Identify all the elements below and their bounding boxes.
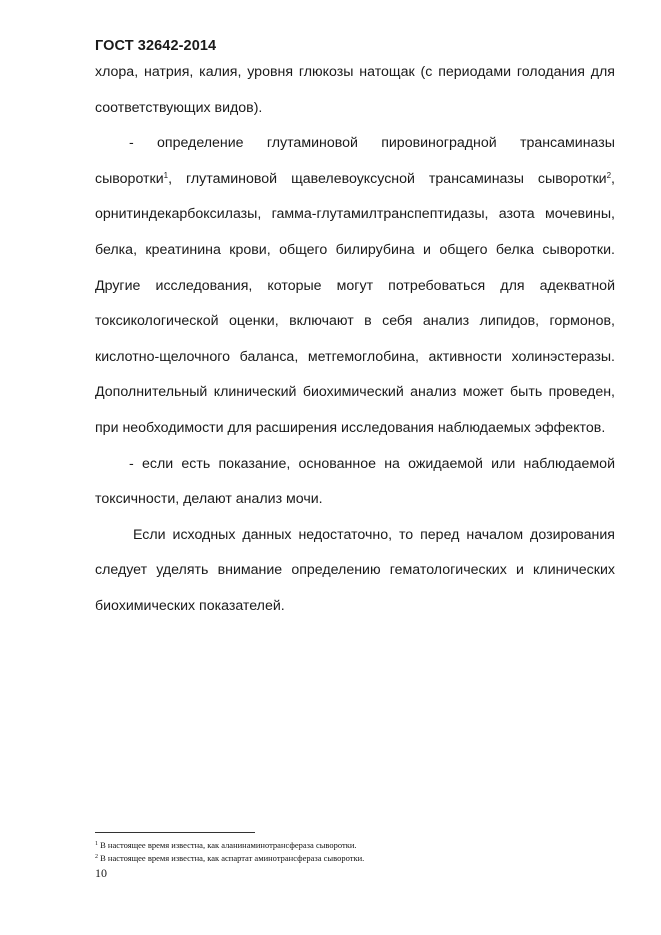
footnote-2-number: 2 xyxy=(95,854,98,860)
document-header: ГОСТ 32642-2014 xyxy=(95,38,217,54)
footnote-separator xyxy=(95,832,255,833)
footnote-1 xyxy=(95,839,364,852)
paragraph-4: Если исходных данных недостаточно, то перед началом дозирования следует уделять внимание определению гематологических и клинических биохимических показателей. xyxy=(95,526,615,614)
page-number: 10 xyxy=(95,866,107,880)
footnote-1-text: В настоящее время известна, как аланинаминотрансфераза сыворотки. xyxy=(100,840,357,850)
paragraph-1: хлора, натрия, калия, уровня глюкозы натощак (с периодами голодания для соответствующих видов). xyxy=(95,64,615,116)
footnote-2 xyxy=(95,852,364,865)
footnote-ref-2: 2 xyxy=(606,170,612,180)
footnote-1-number: 1 xyxy=(95,841,98,847)
footnote-2-text: В настоящее время известна, как аспартат аминотрансфераза сыворотки. xyxy=(100,853,365,863)
paragraph-2-part-c: , орнитиндекарбоксилазы, гамма-глутамилтранспептидазы, азота мочевины, белка, креатинина крови, общего билирубина и общего белка сыворотки. Другие исследования, которые могут потребоваться для адекватной токсикологической оценки, включают в себя анализ липидов, гормонов, кислотно-щелочного баланса, метгемоглобина, активности холинэстеразы. Дополнительный клинический биохимический анализ может быть проведен, при необходимости для расширения исследования наблюдаемых эффектов. xyxy=(95,170,615,436)
footnote-ref-1: 1 xyxy=(163,170,169,180)
paragraph-2 xyxy=(95,126,615,446)
paragraph-3: - если есть показание, основанное на ожидаемой или наблюдаемой токсичности, делают анализ мочи. xyxy=(95,455,615,508)
main-text xyxy=(95,55,615,625)
paragraph-2-part-a: - определение глутаминовой пировиноградной трансаминазы сыворотки xyxy=(95,135,615,187)
paragraph-2-part-b: , глутаминовой щавелевоуксусной трансаминазы сыворотки xyxy=(168,170,607,187)
footnotes xyxy=(95,839,364,865)
